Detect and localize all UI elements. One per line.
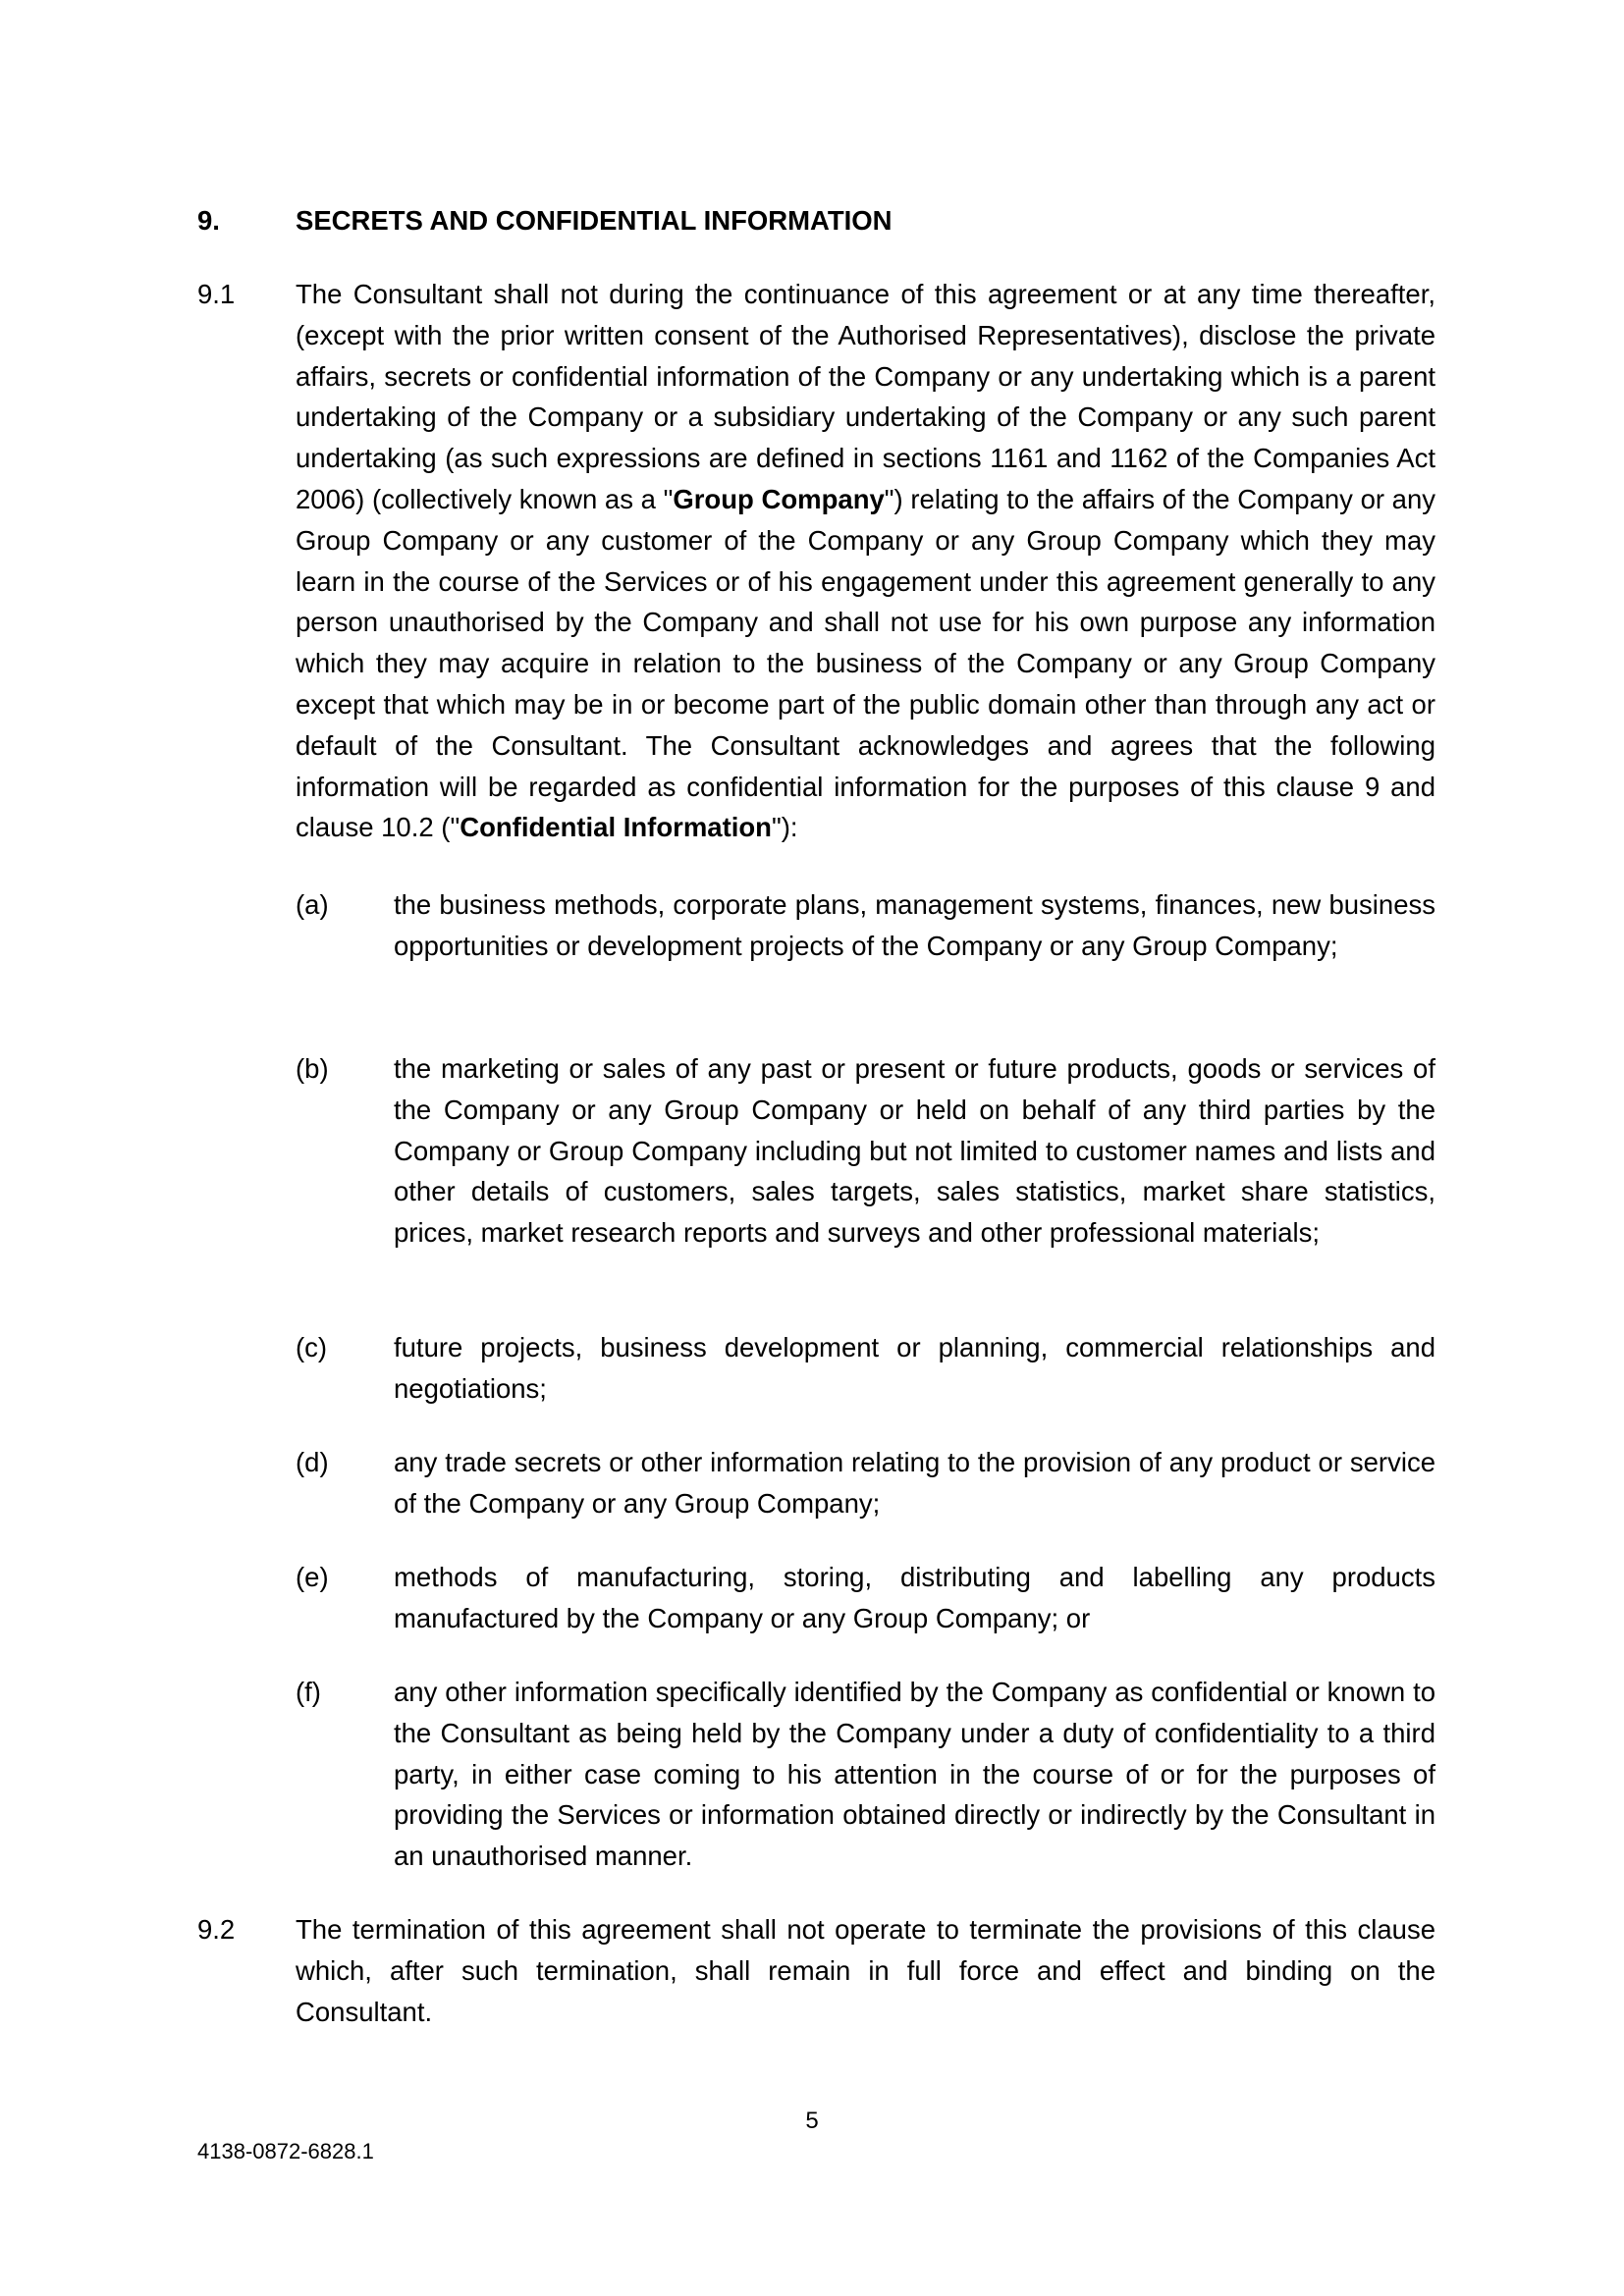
clause-9-1	[197, 274, 1435, 848]
clause-text-part: The Consultant shall not during the continuance of this agreement or at any time thereafter, (except with the prior written consent of the Authorised Representatives), disclose the private affairs, secrets or confidential information of the Company or any undertaking which is a parent undertaking of the Company or a subsidiary undertaking of the Company or any such parent undertaking (as such expressions are defined in sections 1161 and 1162 of the Companies Act 2006) (collectively known as a "	[296, 279, 1435, 514]
page-number: 5	[805, 2108, 819, 2134]
section-heading	[197, 200, 893, 241]
subclause-label: (e)	[296, 1562, 329, 1592]
subclause-text: the business methods, corporate plans, management systems, finances, new business opportunities or development projects of the Company or any Group Company;	[394, 889, 1435, 961]
defined-term-group-company: Group Company	[673, 483, 885, 514]
subclause-label: (d)	[296, 1447, 329, 1477]
subclause-text: any other information specifically identified by the Company as confidential or known to the Consultant as being held by the Company under a duty of confidentiality to a third party, in either case coming to his attention in the course of or for the purposes of providing the Services or information obtained directly or indirectly by the Consultant in an unauthorised manner.	[394, 1677, 1435, 1872]
subclause-e	[296, 1557, 1435, 1639]
clause-body: The termination of this agreement shall not operate to terminate the provisions of this clause which, after such termination, shall remain in full force and effect and binding on the Consultant.	[296, 1914, 1435, 2027]
subclause-text: methods of manufacturing, storing, distributing and labelling any products manufactured by the Company or any Group Company; or	[394, 1562, 1435, 1633]
clause-number: 9.2	[197, 1914, 236, 1945]
defined-term-confidential-information: Confidential Information	[460, 812, 772, 843]
clause-body	[296, 274, 1435, 848]
document-reference: 4138-0872-6828.1	[197, 2139, 374, 2163]
subclause-b	[296, 1048, 1435, 1254]
clause-9-2	[197, 1909, 1435, 2032]
clause-number: 9.1	[197, 279, 236, 309]
subclause-text: any trade secrets or other information relating to the provision of any product or service of the Company or any Group Company;	[394, 1447, 1435, 1519]
subclause-label: (c)	[296, 1332, 328, 1362]
subclause-label: (a)	[296, 889, 329, 920]
subclause-c	[296, 1327, 1435, 1410]
subclause-f	[296, 1672, 1435, 1877]
subclause-label: (b)	[296, 1053, 329, 1084]
subclause-d	[296, 1442, 1435, 1524]
section-title: SECRETS AND CONFIDENTIAL INFORMATION	[296, 205, 893, 236]
clause-text-part: "):	[771, 812, 798, 843]
subclause-label: (f)	[296, 1677, 321, 1707]
section-number: 9.	[197, 205, 220, 236]
subclause-a	[296, 884, 1435, 967]
subclause-text: future projects, business development or planning, commercial relationships and negotiations;	[394, 1332, 1435, 1404]
subclause-text: the marketing or sales of any past or present or future products, goods or services of the Company or any Group Company or held on behalf of any third parties by the Company or Group Company including but not limited to customer names and lists and other details of customers, sales targets, sales statistics, market share statistics, prices, market research reports and surveys and other professional materials;	[394, 1053, 1435, 1249]
clause-text-part: ") relating to the affairs of the Company or any Group Company or any customer of the Company or any Group Company which they may learn in the course of the Services or of his engagement under this agreement generally to any person unauthorised by the Company and shall not use for his own purpose any information which they may acquire in relation to the business of the Company or any Group Company except that which may be in or become part of the public domain other than through any act or default of the Consultant. The Consultant acknowledges and agrees that the following information will be regarded as confidential information for the purposes of this clause 9 and clause 10.2 ("	[296, 483, 1436, 843]
